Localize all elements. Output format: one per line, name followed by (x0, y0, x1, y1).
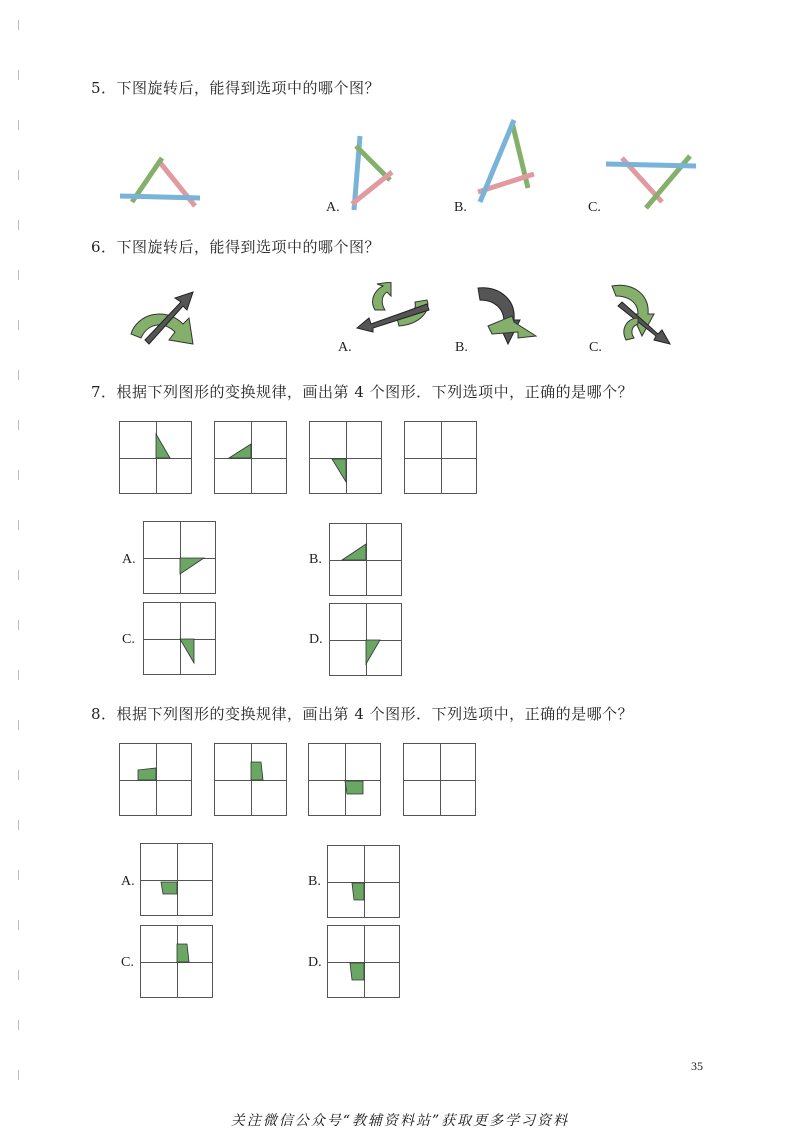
q7-sequence-grid-2 (214, 421, 287, 494)
q5-original-figure (110, 150, 210, 210)
q6-option-a-figure[interactable] (355, 282, 435, 334)
q8-option-a-label[interactable]: A. (121, 874, 135, 889)
q7-sequence-grid-1 (119, 421, 192, 494)
binding-marks (18, 0, 24, 1131)
q7-answer-blank-grid[interactable] (404, 421, 477, 494)
q7-option-c-label[interactable]: C. (122, 632, 135, 647)
q8-option-c-grid[interactable] (140, 925, 213, 998)
question-7-text: 7．根据下列图形的变换规律，画出第 4 个图形．下列选项中，正确的是哪个？ (91, 383, 634, 401)
q7-option-d-label[interactable]: D. (309, 632, 323, 647)
question-8-text: 8．根据下列图形的变换规律，画出第 4 个图形．下列选项中，正确的是哪个？ (91, 705, 634, 723)
question-5-text: 5．下图旋转后，能得到选项中的哪个图？ (91, 79, 381, 97)
q5-option-a-figure[interactable] (340, 132, 400, 214)
q8-option-a-grid[interactable] (140, 843, 213, 916)
q5-option-b-figure[interactable] (470, 118, 540, 206)
q7-option-a-label[interactable]: A. (122, 552, 136, 567)
q6-option-a-label[interactable]: A. (338, 340, 352, 355)
q8-option-d-grid[interactable] (327, 925, 400, 998)
q8-option-c-label[interactable]: C. (121, 955, 134, 970)
page-number: 35 (691, 1059, 703, 1073)
q7-option-c-grid[interactable] (143, 602, 216, 675)
q6-original-figure (125, 288, 200, 350)
q7-option-d-grid[interactable] (329, 603, 402, 676)
q8-option-d-label[interactable]: D. (308, 955, 322, 970)
q7-option-a-grid[interactable] (143, 521, 216, 594)
question-6-text: 6．下图旋转后，能得到选项中的哪个图？ (91, 238, 381, 256)
q5-option-b-label[interactable]: B. (454, 200, 467, 215)
q6-option-b-figure[interactable] (470, 282, 540, 352)
q5-option-c-figure[interactable] (600, 150, 700, 212)
q7-option-b-label[interactable]: B. (309, 552, 322, 567)
q8-option-b-grid[interactable] (327, 845, 400, 918)
q8-sequence-grid-1 (119, 743, 192, 816)
q8-sequence-grid-2 (214, 743, 287, 816)
q5-option-a-label[interactable]: A. (326, 200, 340, 215)
q6-option-c-figure[interactable] (608, 280, 674, 354)
q5-option-c-label[interactable]: C. (588, 200, 601, 215)
q8-sequence-grid-3 (308, 743, 381, 816)
q7-option-b-grid[interactable] (329, 523, 402, 596)
q6-option-b-label[interactable]: B. (455, 340, 468, 355)
q8-answer-blank-grid[interactable] (403, 743, 476, 816)
q8-option-b-label[interactable]: B. (308, 874, 321, 889)
q6-option-c-label[interactable]: C. (589, 340, 602, 355)
footer-note: 关注微信公众号“教辅资料站”获取更多学习资料 (230, 1113, 570, 1129)
q7-sequence-grid-3 (309, 421, 382, 494)
